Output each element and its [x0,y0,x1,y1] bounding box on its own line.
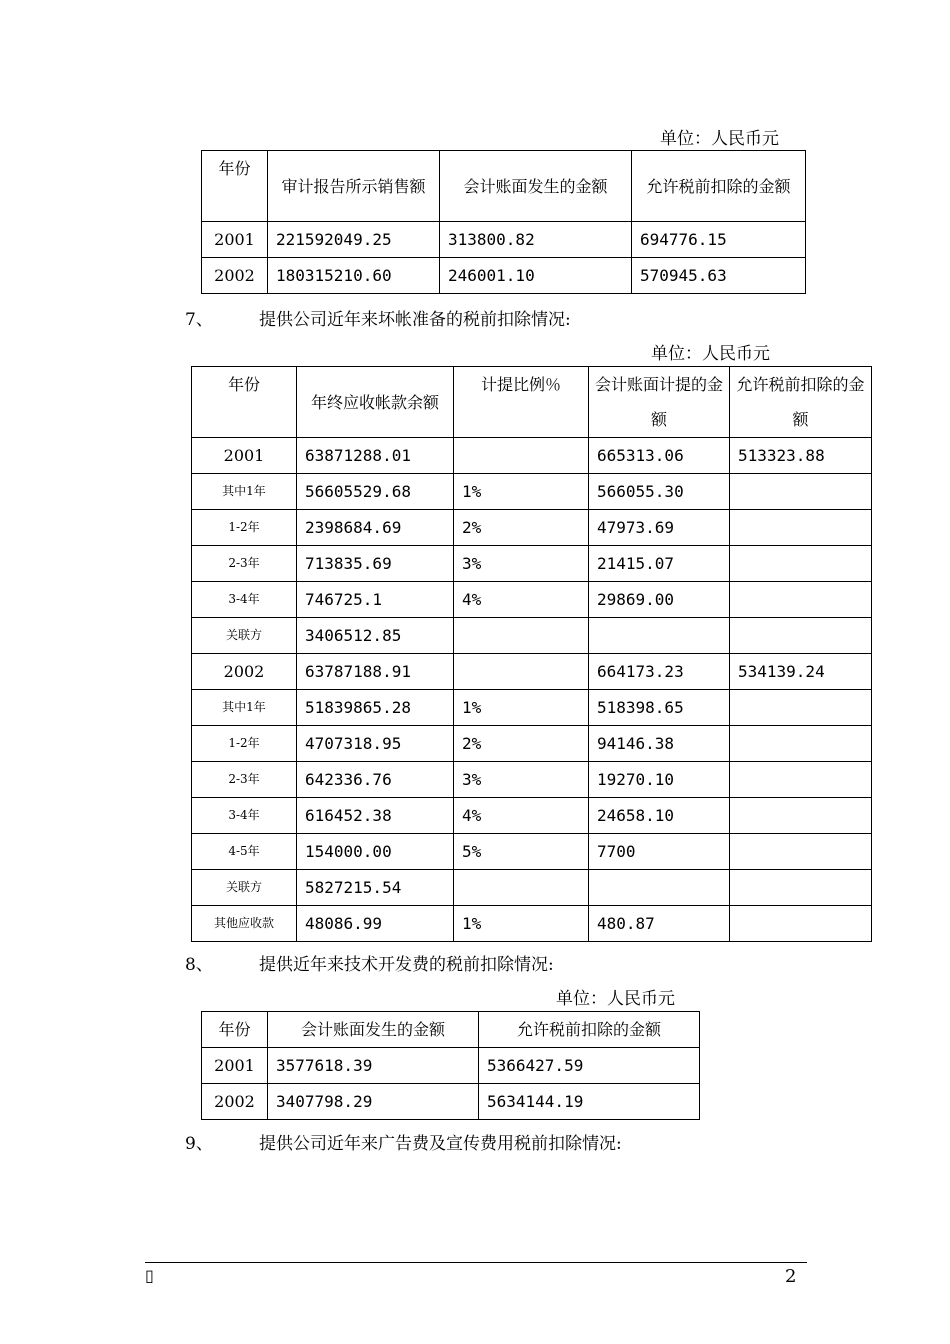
page-number: 2 [785,1266,797,1287]
cell-book-provision: 566055.30 [589,474,730,510]
table-row [192,582,872,618]
cell-deductible [730,834,872,870]
cell-receivable-balance: 51839865.28 [297,690,454,726]
table-row [192,654,872,690]
cell-book-provision: 94146.38 [589,726,730,762]
cell-deductible [730,618,872,654]
cell-receivable-balance: 5827215.54 [297,870,454,906]
cell-book-provision: 24658.10 [589,798,730,834]
table-row [192,762,872,798]
cell-book-provision: 29869.00 [589,582,730,618]
cell-book-provision: 47973.69 [589,510,730,546]
header-receivable-balance: 年终应收帐款余额 [297,367,454,438]
table-row [192,618,872,654]
cell-rate: 3% [454,762,589,798]
cell-year: 关联方 [192,618,297,654]
cell-receivable-balance: 616452.38 [297,798,454,834]
item7-number: 7、 [185,310,213,330]
cell-receivable-balance: 48086.99 [297,906,454,942]
cell-deductible: 534139.24 [730,654,872,690]
footer-mark: ▯ [145,1266,154,1285]
cell-book-provision: 21415.07 [589,546,730,582]
cell-book-provision: 665313.06 [589,438,730,474]
rd-expense-table [201,1011,700,1120]
table3-unit: 单位：人民币元 [556,989,675,1009]
table-row [192,510,872,546]
table-header-row [202,151,806,222]
cell-book-provision [589,870,730,906]
header-rate: 计提比例％ [454,367,589,438]
cell-book-provision [589,618,730,654]
cell-receivable-balance: 713835.69 [297,546,454,582]
table-row [192,906,872,942]
cell-book-amount: 313800.82 [440,222,632,258]
cell-year: 2002 [202,1084,268,1120]
cell-rate: 4% [454,798,589,834]
cell-deductible [730,546,872,582]
cell-year: 其中1年 [192,474,297,510]
cell-year: 3-4年 [192,798,297,834]
cell-book-amount: 246001.10 [440,258,632,294]
table-row [192,690,872,726]
cell-year: 1-2年 [192,510,297,546]
header-year: 年份 [192,367,297,438]
footer-divider [145,1262,807,1263]
cell-receivable-balance: 3406512.85 [297,618,454,654]
cell-year: 4-5年 [192,834,297,870]
cell-receivable-balance: 746725.1 [297,582,454,618]
cell-year: 3-4年 [192,582,297,618]
header-book-provision: 会计账面计提的金额 [589,367,730,438]
cell-receivable-balance: 56605529.68 [297,474,454,510]
cell-book-provision: 19270.10 [589,762,730,798]
header-year: 年份 [202,151,268,222]
sales-deduction-table [201,150,806,294]
cell-deductible [730,798,872,834]
cell-year: 1-2年 [192,726,297,762]
cell-year: 2-3年 [192,546,297,582]
cell-book-amount: 3407798.29 [268,1084,479,1120]
table-row [192,546,872,582]
item8-text: 提供近年来技术开发费的税前扣除情况: [259,955,554,975]
cell-book-provision: 480.87 [589,906,730,942]
cell-rate: 1% [454,474,589,510]
cell-rate [454,870,589,906]
cell-deductible [730,474,872,510]
table-row [192,798,872,834]
cell-deductible: 513323.88 [730,438,872,474]
header-year: 年份 [202,1012,268,1048]
cell-deductible [730,762,872,798]
table-row [192,474,872,510]
cell-receivable-balance: 63871288.01 [297,438,454,474]
cell-rate: 1% [454,906,589,942]
cell-year: 2002 [192,654,297,690]
cell-deductible [730,870,872,906]
header-deductible: 允许税前扣除的金额 [479,1012,700,1048]
cell-deductible [730,510,872,546]
cell-rate: 4% [454,582,589,618]
cell-sales: 221592049.25 [268,222,440,258]
cell-year: 其他应收款 [192,906,297,942]
cell-book-amount: 3577618.39 [268,1048,479,1084]
cell-deductible: 5366427.59 [479,1048,700,1084]
cell-rate: 5% [454,834,589,870]
table2-unit: 单位：人民币元 [651,344,770,364]
header-deductible: 允许税前扣除的金额 [632,151,806,222]
cell-year: 2001 [202,1048,268,1084]
cell-deductible: 5634144.19 [479,1084,700,1120]
cell-rate [454,438,589,474]
cell-year: 其中1年 [192,690,297,726]
table-header-row [202,1012,700,1048]
table-row [202,258,806,294]
table-row [202,222,806,258]
cell-book-provision: 664173.23 [589,654,730,690]
cell-receivable-balance: 4707318.95 [297,726,454,762]
cell-year: 关联方 [192,870,297,906]
table-row [192,726,872,762]
cell-deductible [730,726,872,762]
cell-deductible [730,690,872,726]
cell-receivable-balance: 2398684.69 [297,510,454,546]
table-row [192,438,872,474]
table-row [202,1048,700,1084]
cell-deductible: 570945.63 [632,258,806,294]
cell-rate: 2% [454,726,589,762]
bad-debt-table [191,366,872,942]
header-deductible: 允许税前扣除的金额 [730,367,872,438]
table-row [202,1084,700,1120]
cell-deductible [730,582,872,618]
cell-receivable-balance: 63787188.91 [297,654,454,690]
cell-rate: 2% [454,510,589,546]
cell-book-provision: 518398.65 [589,690,730,726]
item8-number: 8、 [185,955,213,975]
cell-rate: 3% [454,546,589,582]
cell-year: 2-3年 [192,762,297,798]
cell-year: 2001 [192,438,297,474]
header-book-amount: 会计账面发生的金额 [268,1012,479,1048]
table-header-row [192,367,872,438]
cell-receivable-balance: 154000.00 [297,834,454,870]
cell-year: 2002 [202,258,268,294]
table-row [192,834,872,870]
cell-deductible: 694776.15 [632,222,806,258]
cell-rate [454,654,589,690]
table-row [192,870,872,906]
cell-year: 2001 [202,222,268,258]
cell-deductible [730,906,872,942]
cell-book-provision: 7700 [589,834,730,870]
item9-text: 提供公司近年来广告费及宣传费用税前扣除情况: [259,1134,622,1154]
header-sales: 审计报告所示销售额 [268,151,440,222]
item9-number: 9、 [185,1134,213,1154]
header-book-amount: 会计账面发生的金额 [440,151,632,222]
item7-text: 提供公司近年来坏帐准备的税前扣除情况: [259,310,571,330]
cell-sales: 180315210.60 [268,258,440,294]
cell-rate: 1% [454,690,589,726]
cell-receivable-balance: 642336.76 [297,762,454,798]
cell-rate [454,618,589,654]
table1-unit: 单位：人民币元 [660,129,779,149]
